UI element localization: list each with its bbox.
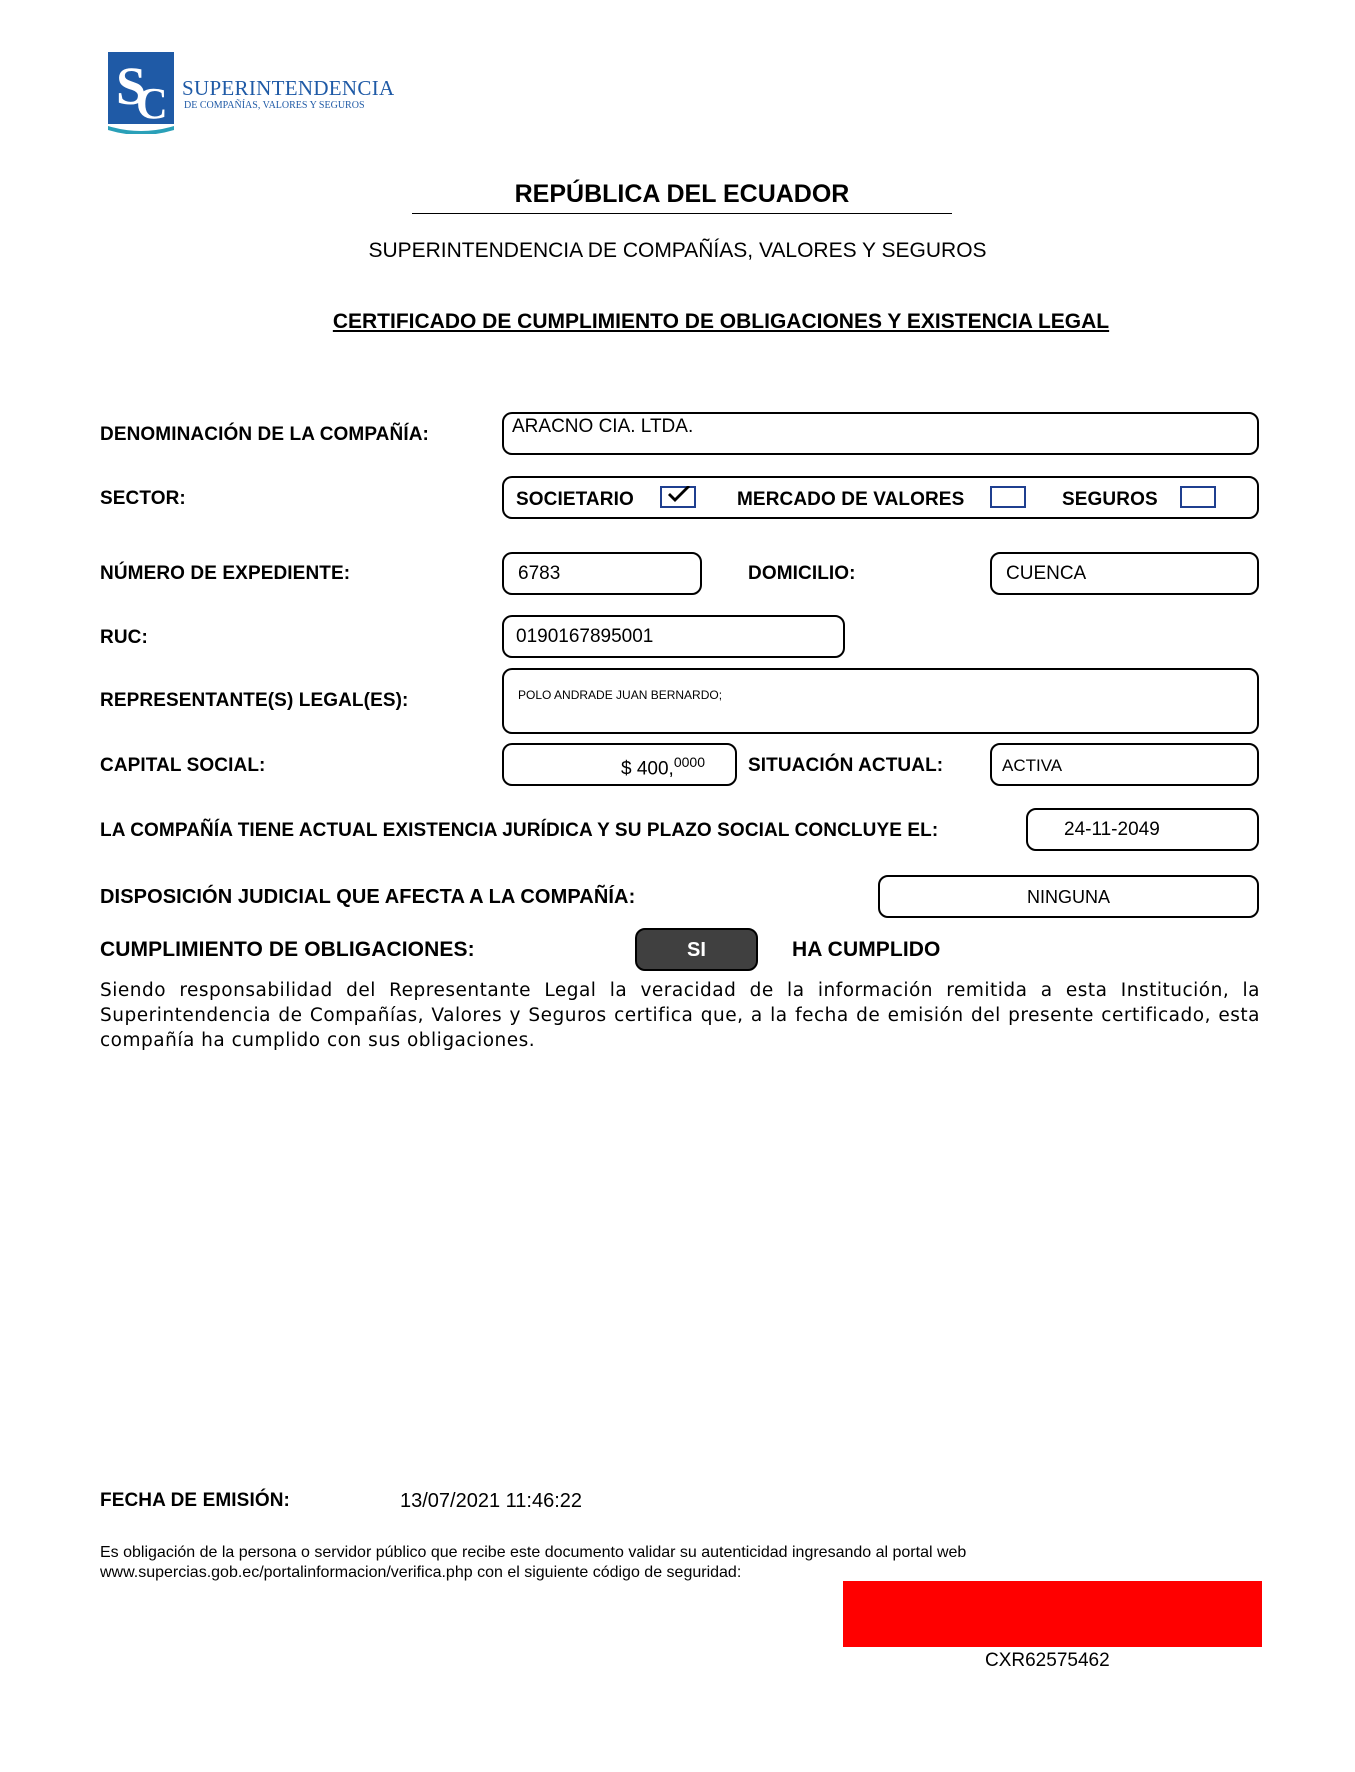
- republic-title: REPÚBLICA DEL ECUADOR: [514, 180, 850, 208]
- representantes-value: POLO ANDRADE JUAN BERNARDO;: [518, 688, 723, 702]
- svg-text:C: C: [136, 79, 168, 128]
- logo: [108, 52, 395, 134]
- svg-text:S: S: [116, 56, 147, 116]
- notice-line1: Es obligación de la persona o servidor público que recibe este documento validar su autenticidad ingresando al portal web: [100, 1544, 967, 1561]
- situacion-label: SITUACIÓN ACTUAL:: [748, 755, 944, 776]
- domicilio-label: DOMICILIO:: [748, 563, 856, 584]
- sector-box: [502, 476, 1259, 519]
- security-code: CXR62575462: [985, 1650, 1110, 1671]
- capital-decimals: 0000: [673, 754, 705, 770]
- capital-label: CAPITAL SOCIAL:: [100, 755, 266, 776]
- cumplimiento-badge: [635, 928, 758, 971]
- ruc-label: RUC:: [100, 627, 148, 648]
- sector-mercado-checkbox[interactable]: [990, 486, 1026, 508]
- expediente-value: 6783: [518, 563, 561, 584]
- company-name-box: [502, 412, 1259, 455]
- company-name-value: ARACNO CIA. LTDA.: [512, 416, 694, 437]
- security-barcode-redacted: [843, 1581, 1262, 1647]
- sector-seguros-checkbox[interactable]: [1180, 486, 1216, 508]
- disposicion-label: DISPOSICIÓN JUDICIAL QUE AFECTA A LA COMPAÑÍA:: [100, 886, 636, 908]
- situacion-box: [990, 743, 1259, 786]
- logo-line1: SUPERINTENDENCIA: [182, 76, 395, 100]
- title-underline: [412, 213, 952, 214]
- cumplimiento-status: HA CUMPLIDO: [792, 938, 941, 961]
- cumplimiento-value: SI: [687, 939, 706, 961]
- sector-societario-label: SOCIETARIO: [516, 489, 634, 510]
- expediente-label: NÚMERO DE EXPEDIENTE:: [100, 563, 351, 584]
- disposicion-value: NINGUNA: [1026, 887, 1110, 907]
- company-name-label: DENOMINACIÓN DE LA COMPAÑÍA:: [100, 424, 429, 445]
- sector-seguros-label: SEGUROS: [1062, 489, 1158, 510]
- domicilio-value: CUENCA: [1006, 563, 1087, 584]
- ruc-box: [502, 615, 845, 658]
- sc-monogram-icon: [108, 52, 174, 134]
- sector-mercado-label: MERCADO DE VALORES: [737, 489, 965, 510]
- capital-value: [621, 754, 705, 780]
- plazo-value: 24-11-2049: [1064, 819, 1160, 840]
- disposicion-box: [878, 875, 1259, 918]
- domicilio-box: [990, 552, 1259, 595]
- checkmark-icon: [662, 486, 694, 506]
- expediente-box: [502, 552, 702, 595]
- fecha-label: FECHA DE EMISIÓN:: [100, 1490, 290, 1511]
- notice-line2: www.supercias.gob.ec/portalinformacion/verifica.php con el siguiente código de seguridad:: [100, 1564, 742, 1581]
- representantes-label: REPRESENTANTE(S) LEGAL(ES):: [100, 690, 409, 711]
- capital-box: [502, 743, 737, 786]
- situacion-value: ACTIVA: [1002, 756, 1063, 775]
- fecha-value: 13/07/2021 11:46:22: [400, 1490, 583, 1512]
- sector-societario-checkbox[interactable]: [660, 486, 696, 508]
- certificate-title: CERTIFICADO DE CUMPLIMIENTO DE OBLIGACIONES Y EXISTENCIA LEGAL: [332, 310, 1110, 333]
- logo-line2: DE COMPAÑÍAS, VALORES Y SEGUROS: [184, 100, 365, 111]
- representantes-box: [502, 668, 1259, 734]
- capital-main: $ 400,: [621, 758, 674, 780]
- cumplimiento-label: CUMPLIMIENTO DE OBLIGACIONES:: [100, 938, 475, 961]
- plazo-label: LA COMPAÑÍA TIENE ACTUAL EXISTENCIA JURÍDICA Y SU PLAZO SOCIAL CONCLUYE EL:: [100, 820, 939, 841]
- institution-title: SUPERINTENDENCIA DE COMPAÑÍAS, VALORES Y SEGUROS: [368, 239, 987, 262]
- statement-paragraph: Siendo responsabilidad del Representante Legal la veracidad de la información remitida a esta Institución, la Superintendencia de Compañías, Valores y Seguros certifica que, a la fecha de emisión del presente certificado, esta compañía ha cumplido con sus obligaciones.: [100, 980, 1260, 1051]
- sector-label: SECTOR:: [100, 488, 186, 509]
- plazo-box: [1026, 808, 1259, 851]
- ruc-value: 0190167895001: [516, 626, 654, 647]
